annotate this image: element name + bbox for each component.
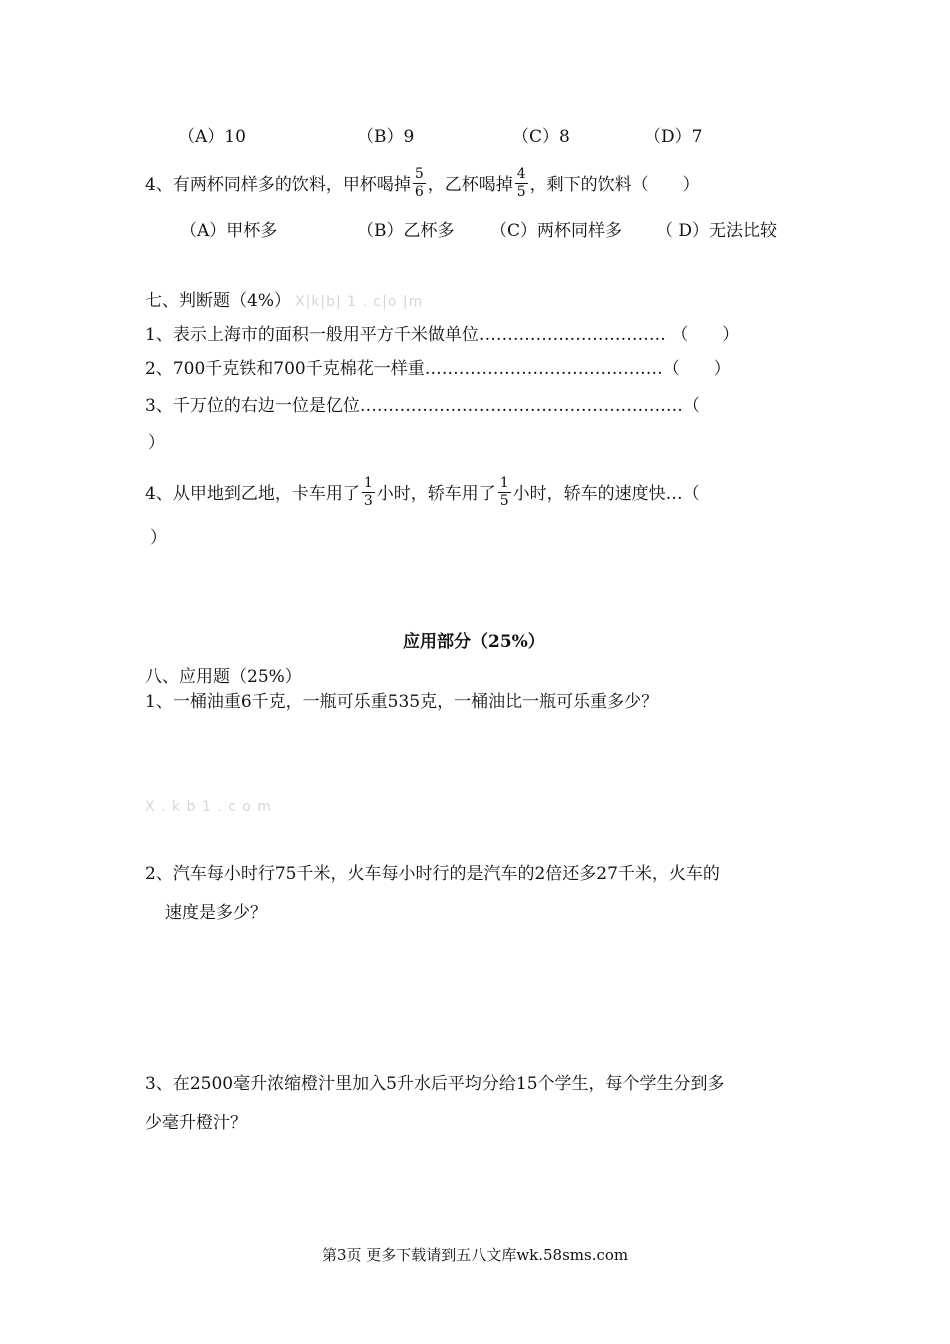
q4-question	[145, 168, 700, 203]
q3-option-c: （C）8	[512, 127, 570, 147]
q3-option-d: （D）7	[644, 127, 703, 147]
q4-fraction-2-den: 5	[516, 184, 526, 200]
q4-fraction-1	[413, 166, 426, 201]
item4-fraction-2-num: 1	[499, 475, 509, 491]
item4-fraction-1-num: 1	[363, 475, 373, 491]
section7-title-text: 七、判断题（4%）	[145, 291, 291, 311]
item4-fraction-1-den: 3	[363, 493, 373, 509]
item4-fraction-1	[362, 475, 375, 510]
q4-option-b: （B）乙杯多	[357, 221, 455, 241]
applied-part-heading: 应用部分（25%）	[403, 632, 545, 652]
q4-option-c: （C）两杯同样多	[490, 221, 623, 241]
q4-fraction-1-num: 5	[414, 166, 424, 182]
section7-item-2: 2、700千克铁和700千克棉花一样重……………………………………（ ）	[145, 359, 731, 379]
item4-fraction-2	[498, 475, 511, 510]
section8-q2-line1: 2、汽车每小时行75千米，火车每小时行的是汽车的2倍还多27千米，火车的	[145, 864, 720, 884]
section8-q3-line2: 少毫升橙汁？	[145, 1113, 247, 1133]
section7-watermark: X|k|b| 1 . c|o |m	[294, 294, 424, 310]
section8-q1: 1、一桶油重6千克，一瓶可乐重535克，一桶油比一瓶可乐重多少？	[145, 692, 659, 712]
q4-fraction-1-den: 6	[414, 184, 424, 200]
section8-watermark: X . k b 1 . c o m	[145, 799, 272, 815]
q3-option-b: （B）9	[357, 127, 415, 147]
section7-item-1: 1、表示上海市的面积一般用平方千米做单位…………………………… （ ）	[145, 325, 740, 345]
section7-item-3: 3、千万位的右边一位是亿位…………………………………………………（	[145, 396, 700, 416]
item4-middle: 小时，轿车用了	[376, 484, 496, 504]
item4-suffix: 小时，轿车的速度快…（	[512, 484, 700, 504]
section7-item-4-close: ）	[150, 528, 167, 548]
page-footer: 第3页 更多下载请到五八文库wk.58sms.com	[322, 1246, 629, 1264]
section8-q2-line2: 速度是多少？	[165, 903, 267, 923]
q4-fraction-2	[515, 166, 528, 201]
section7-item-4	[145, 477, 700, 512]
section8-title: 八、应用题（25%）	[145, 667, 302, 687]
q4-option-a: （A）甲杯多	[180, 221, 278, 241]
q4-middle: ，乙杯喝掉	[427, 175, 513, 195]
section8-q3-line1: 3、在2500毫升浓缩橙汁里加入5升水后平均分给15个学生，每个学生分到多	[145, 1074, 725, 1094]
item4-prefix: 4、从甲地到乙地，卡车用了	[145, 484, 360, 504]
q4-suffix: ，剩下的饮料（ ）	[529, 175, 700, 195]
q4-option-d: （ D）无法比较	[656, 221, 778, 241]
item4-fraction-2-den: 5	[499, 493, 509, 509]
section7-item-3-close: ）	[148, 433, 165, 453]
section7-title	[145, 289, 423, 314]
q4-prefix: 4、有两杯同样多的饮料，甲杯喝掉	[145, 175, 411, 195]
q3-option-a: （A）10	[178, 127, 246, 147]
q4-fraction-2-num: 4	[516, 166, 526, 182]
